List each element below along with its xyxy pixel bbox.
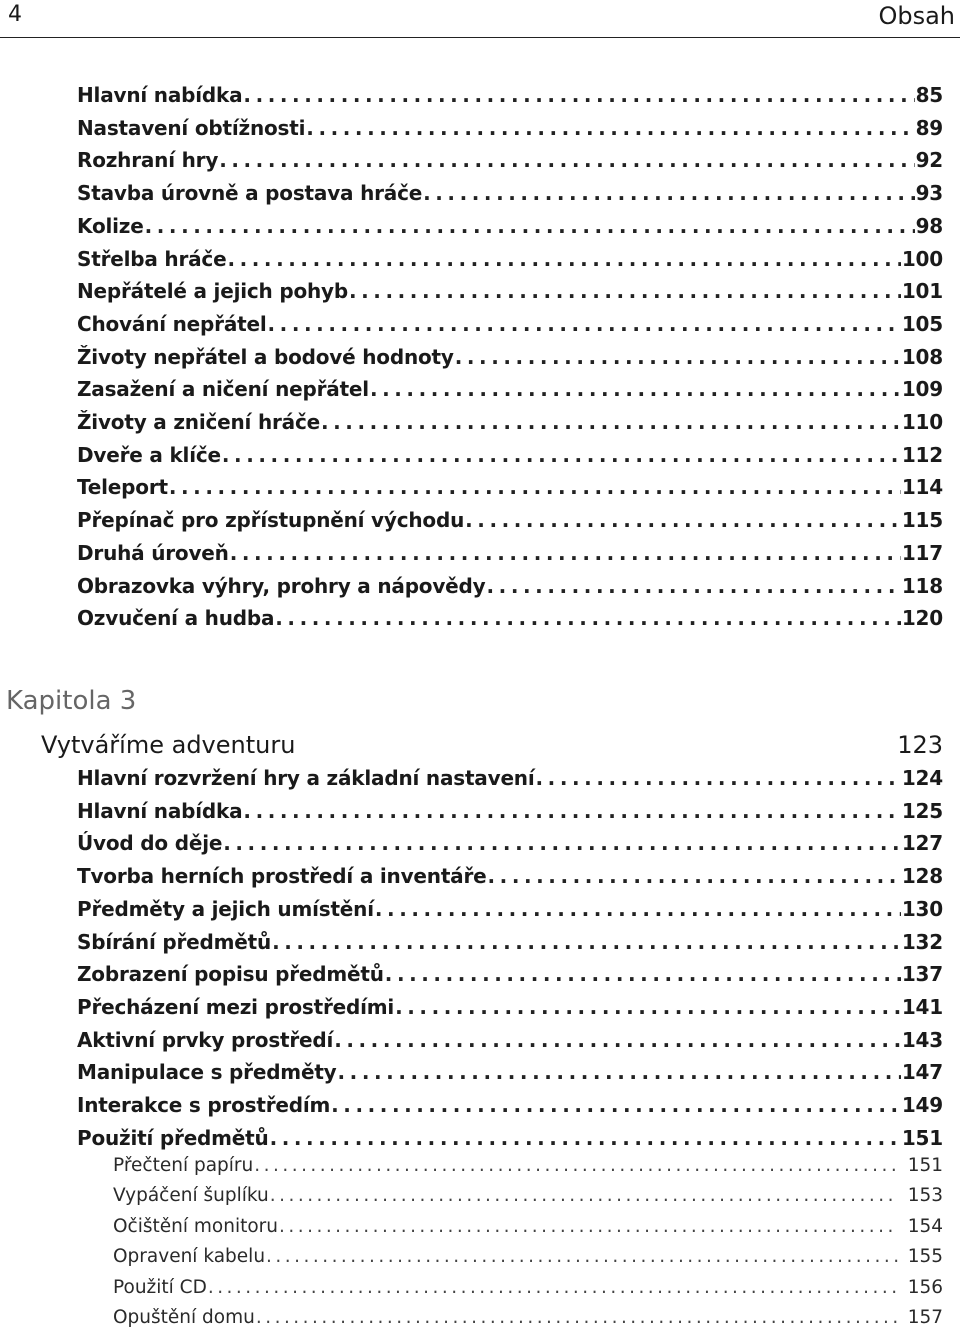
toc-entry-page: 118 [901, 573, 943, 598]
toc-entry-page: 151 [901, 1125, 943, 1150]
toc-entry-page: 155 [907, 1246, 943, 1268]
toc-entry-title: Manipulace s předměty [77, 1060, 337, 1085]
toc-entry-page: 100 [901, 246, 943, 271]
toc-entry-title: Stavba úrovně a postava hráče [77, 181, 423, 206]
toc-entry-page: 154 [907, 1215, 943, 1237]
toc-dot-leader [455, 345, 901, 369]
toc-entry[interactable] [77, 766, 943, 798]
toc-dot-leader [272, 930, 901, 954]
toc-entry[interactable] [77, 443, 943, 475]
toc-dot-leader [145, 214, 915, 238]
toc-entry-page: 108 [901, 344, 943, 369]
toc-entry-title: Teleport [77, 475, 168, 500]
toc-entry-page: 143 [901, 1027, 943, 1052]
toc-entry-title: Předměty a jejich umístění [77, 896, 374, 921]
page-header [0, 0, 960, 38]
toc-dot-leader [331, 1093, 901, 1117]
toc-dot-leader [227, 247, 900, 271]
toc-entry[interactable] [77, 1060, 943, 1092]
toc-entry[interactable] [77, 247, 943, 279]
toc-entry[interactable] [77, 930, 943, 962]
toc-entry-page: 132 [901, 929, 943, 954]
chapter-title-row[interactable] [41, 731, 943, 765]
toc-entry-title: Tvorba herních prostředí a inventáře [77, 864, 487, 889]
toc-dot-leader [230, 541, 901, 565]
toc-dot-leader [219, 148, 914, 172]
toc-entry-title: Aktivní prvky prostředí [77, 1027, 334, 1052]
toc-entry-page: 124 [901, 766, 943, 790]
toc-entry-title: Zasažení a ničení nepřátel [77, 377, 369, 402]
toc-entry[interactable] [77, 897, 943, 929]
toc-dot-leader [536, 766, 901, 790]
toc-entry-title: Použití CD [113, 1276, 207, 1298]
toc-entry-title: Životy nepřátel a bodové hodnoty [77, 344, 454, 369]
toc-dot-leader [334, 1028, 901, 1052]
toc-dot-leader [268, 312, 901, 336]
toc-dot-leader [266, 1246, 898, 1267]
toc-entry-page: 114 [901, 475, 943, 500]
toc-entry-page: 127 [901, 831, 943, 856]
toc-entry-page: 98 [915, 213, 943, 238]
toc-entry-page: 157 [907, 1307, 943, 1328]
page-heading: Obsah [878, 2, 955, 30]
toc-entry-page: 109 [901, 377, 943, 402]
toc-dot-leader [223, 831, 901, 855]
toc-entry-title: Nepřátelé a jejich pohyb [77, 279, 348, 304]
toc-entry[interactable] [77, 116, 943, 148]
toc-entry-page: 112 [901, 442, 943, 467]
toc-entry[interactable] [113, 1216, 943, 1246]
toc-entry-page: 130 [901, 896, 943, 921]
toc-entry-page: 147 [901, 1060, 943, 1085]
toc-dot-leader [208, 1277, 898, 1298]
toc-dot-leader [256, 1307, 898, 1328]
toc-entry[interactable] [77, 279, 943, 311]
toc-entry-page: 151 [907, 1155, 943, 1176]
toc-entry[interactable] [113, 1307, 943, 1337]
toc-entry[interactable] [77, 312, 943, 344]
toc-dot-leader [385, 962, 901, 986]
toc-entry[interactable] [113, 1185, 943, 1215]
toc-entry[interactable] [77, 181, 943, 213]
toc-entry-title: Ozvučení a hudba [77, 606, 275, 631]
toc-dot-leader [222, 443, 901, 467]
toc-entry[interactable] [77, 962, 943, 994]
toc-entry-title: Sbírání předmětů [77, 929, 272, 954]
toc-entry-page: 153 [907, 1185, 943, 1207]
chapter-page: 123 [897, 731, 943, 759]
toc-entry-title: Nastavení obtížnosti [77, 115, 306, 140]
toc-entry[interactable] [77, 864, 943, 896]
toc-entry-page: 85 [915, 83, 943, 107]
toc-entry[interactable] [77, 995, 943, 1027]
toc-entry-title: Kolize [77, 213, 144, 238]
toc-entry-title: Rozhraní hry [77, 148, 219, 173]
toc-entry-title: Použití předmětů [77, 1125, 269, 1150]
toc-dot-leader [375, 897, 901, 921]
toc-entry-page: 117 [901, 540, 943, 565]
toc-entry[interactable] [113, 1277, 943, 1307]
chapter-title: Vytváříme adventuru [41, 731, 296, 759]
toc-dot-leader [395, 995, 901, 1019]
toc-entry-title: Střelba hráče [77, 246, 227, 271]
toc-entry[interactable] [77, 345, 943, 377]
toc-entry-page: 105 [901, 311, 943, 336]
toc-entry-title: Životy a zničení hráče [77, 410, 320, 434]
toc-entry[interactable] [77, 1126, 943, 1158]
toc-entry-page: 128 [901, 864, 943, 889]
toc-dot-leader [243, 799, 900, 823]
toc-dot-leader [370, 377, 901, 401]
toc-dot-leader [465, 508, 901, 532]
toc-entry-title: Chování nepřátel [77, 311, 267, 336]
toc-entry[interactable] [77, 831, 943, 863]
toc-dot-leader [423, 181, 914, 205]
toc-entry-title: Přečtení papíru [113, 1155, 254, 1176]
toc-entry-page: 156 [907, 1276, 943, 1298]
toc-dot-leader [338, 1060, 901, 1084]
toc-entry-title: Opuštění domu [113, 1307, 255, 1328]
toc-entry-page: 149 [901, 1093, 943, 1117]
toc-entry[interactable] [77, 508, 943, 540]
toc-dot-leader [279, 1216, 898, 1237]
toc-dot-leader [321, 410, 901, 434]
toc-entry[interactable] [113, 1155, 943, 1185]
toc-entry-page: 137 [901, 962, 943, 987]
toc-dot-leader [270, 1185, 898, 1206]
toc-entry-title: Přecházení mezi prostředími [77, 994, 395, 1019]
toc-entry-title: Úvod do děje [77, 831, 223, 856]
toc-entry[interactable] [77, 83, 943, 115]
toc-entry[interactable] [77, 606, 943, 638]
toc-entry-page: 92 [915, 148, 943, 173]
toc-entry[interactable] [77, 1093, 943, 1125]
toc-entry-page: 125 [901, 798, 943, 823]
toc-entry[interactable] [77, 214, 943, 246]
toc-entry-title: Vypáčení šuplíku [113, 1185, 269, 1207]
toc-entry-page: 120 [901, 606, 943, 631]
toc-dot-leader [349, 279, 901, 303]
toc-entry-title: Obrazovka výhry, prohry a nápovědy [77, 573, 486, 598]
toc-entry[interactable] [77, 574, 943, 606]
page-number: 4 [8, 2, 22, 27]
toc-dot-leader [169, 475, 901, 499]
toc-entry-page: 115 [901, 508, 943, 533]
toc-entry-title: Druhá úroveň [77, 540, 229, 565]
toc-entry[interactable] [77, 475, 943, 507]
toc-entry[interactable] [77, 377, 943, 409]
toc-entry-title: Očištění monitoru [113, 1215, 279, 1237]
toc-dot-leader [488, 864, 901, 888]
toc-entry-title: Interakce s prostředím [77, 1093, 331, 1117]
toc-entry[interactable] [77, 148, 943, 180]
toc-dot-leader [275, 606, 901, 630]
toc-dot-leader [306, 116, 914, 140]
toc-entry-title: Dveře a klíče [77, 442, 221, 467]
toc-entry-title: Hlavní rozvržení hry a základní nastavení [77, 766, 535, 790]
toc-entry-title: Hlavní nabídka [77, 83, 243, 107]
toc-entry-title: Hlavní nabídka [77, 798, 243, 823]
toc-entry[interactable] [77, 1028, 943, 1060]
toc-entry-page: 93 [915, 181, 943, 206]
toc-entry[interactable] [77, 541, 943, 573]
toc-entry-title: Přepínač pro zpřístupnění východu [77, 508, 465, 533]
toc-entry[interactable] [113, 1246, 943, 1276]
toc-entry-page: 89 [915, 115, 943, 140]
toc-entry[interactable] [77, 410, 943, 442]
toc-entry-page: 110 [901, 410, 943, 434]
toc-entry-title: Zobrazení popisu předmětů [77, 962, 384, 987]
toc-dot-leader [487, 574, 901, 598]
toc-dot-leader [243, 83, 914, 107]
chapter-label: Kapitola 3 [6, 686, 137, 716]
toc-entry[interactable] [77, 799, 943, 831]
toc-dot-leader [254, 1155, 897, 1176]
toc-entry-page: 141 [901, 994, 943, 1019]
toc-dot-leader [270, 1126, 901, 1150]
toc-entry-page: 101 [901, 279, 943, 304]
toc-entry-title: Opravení kabelu [113, 1246, 266, 1268]
